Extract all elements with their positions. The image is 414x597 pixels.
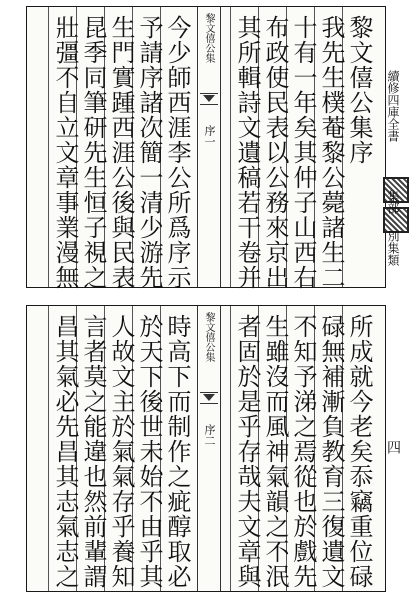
column-text: 十有一年矣其仲子山西右 [289,15,317,290]
text-column [289,306,317,591]
text-column [51,306,79,591]
column-text: 布政使民表以公務來京出 [261,15,289,290]
text-column [261,306,289,591]
column-rule [48,7,49,287]
category-label: 別集類 [386,230,400,266]
section-label: 集部 [386,190,400,214]
column-text: 不知予涕之焉從也於戲先 [289,314,317,589]
banxin-page-label: 序一 [203,125,216,147]
text-column [261,7,289,290]
center-fold-bottom [197,306,221,591]
text-column [163,306,191,591]
text-column [289,7,317,290]
column-rule [230,306,231,591]
column-text: 壯彊不自立文章事業漫無 [51,15,79,290]
column-text: 生雖沒而風神氣韻之不泯 [261,314,289,589]
page-number: 四 [385,440,401,454]
text-column [345,7,373,287]
column-text: 於天下後世未始不由乎其 [135,314,163,589]
text-column [233,7,261,290]
text-column [107,306,135,591]
column-text: 碌無補漸負教育三復遺文 [317,314,345,589]
banxin-title: 黎文僖公集 [203,13,214,63]
series-label: 續修四庫全書 [386,70,400,142]
text-column [163,7,191,290]
banxin-page-label: 序二 [203,424,216,446]
column-text: 所成就今老矣忝竊重位碌 [345,314,373,589]
top-page [26,6,386,288]
column-text: 生門實踵西涯公後與民表 [107,15,135,290]
column-text: 時高下而制作之疵醇取必 [163,314,191,589]
column-text: 其所輯詩文遺稿若干卷并 [233,15,261,290]
column-text: 人故文主於氣氣存乎養知 [107,314,135,589]
column-text: 予請序諸次簡一清少游先 [135,15,163,290]
column-rule [48,306,49,591]
text-column [317,306,345,591]
text-column [79,7,107,290]
column-text: 昆季同筆研先生恒子視之 [79,15,107,290]
column-text: 言者莫之能違也然前輩謂 [79,314,107,589]
column-text: 今少師西涯李公所爲序示 [163,15,191,290]
text-column [345,306,373,591]
center-fold-top [197,7,221,287]
text-column [135,306,163,591]
text-column [135,7,163,290]
fishtail-mark-icon [200,93,218,105]
column-text: 我先生樸菴黎公薨諸生二 [317,15,345,290]
bottom-page [26,305,386,592]
text-column [107,7,135,290]
text-column [79,306,107,591]
column-text: 昌其氣必先昌其志氣志之 [51,314,79,589]
column-text: 者固於是乎存哉夫文章與 [233,314,261,589]
fishtail-mark-icon [200,392,218,404]
text-column [233,306,261,591]
text-column [317,7,345,290]
banxin-title: 黎文僖公集 [203,312,214,362]
column-text: 黎文僖公集序 [345,15,373,165]
text-column [51,7,79,290]
column-rule [230,7,231,287]
